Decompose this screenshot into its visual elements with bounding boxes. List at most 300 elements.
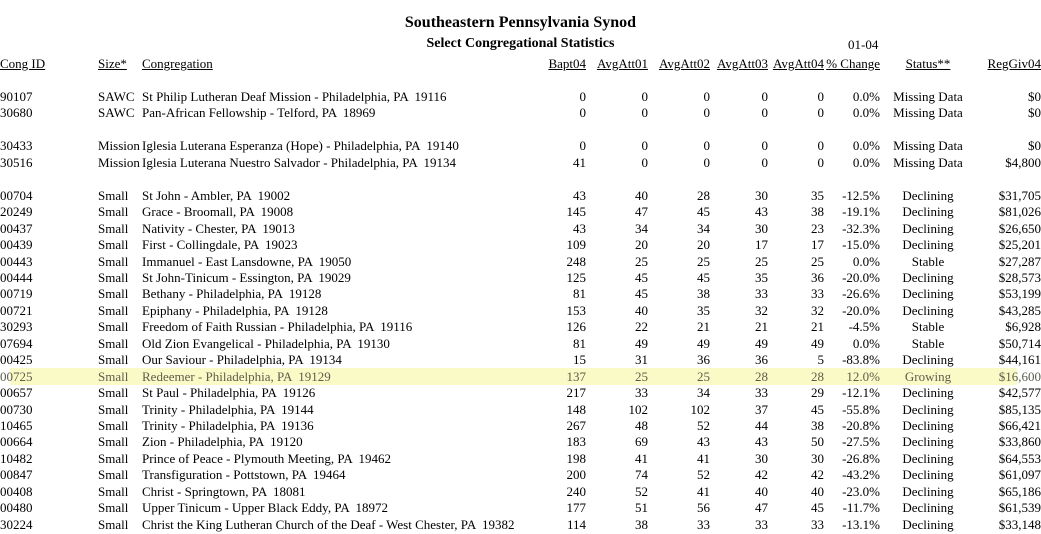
cell-avgatt02: 36 <box>697 352 710 368</box>
cell-avgatt04: 25 <box>811 253 824 269</box>
cell-avgatt03: 35 <box>755 269 768 285</box>
cell-cong-id: 00847 <box>0 467 33 483</box>
cell-avgatt03: 0 <box>761 154 768 170</box>
cell-size: Small <box>98 450 129 466</box>
col-header-cong-id: Cong ID <box>0 56 46 71</box>
cell-size: Small <box>98 302 129 318</box>
cell-congregation: St Philip Lutheran Deaf Mission - Philadelphia, PA 19116 <box>142 89 447 104</box>
cell-avgatt04: 40 <box>811 483 824 499</box>
cell-size: Small <box>98 253 129 269</box>
cell-status: Declining <box>902 450 954 466</box>
cell-cong-id: 30224 <box>0 516 33 532</box>
cell-congregation: Pan-African Fellowship - Telford, PA 18969 <box>142 105 376 121</box>
cell-reggiv04: $81,026 <box>998 204 1041 220</box>
cell-avgatt01: 51 <box>635 500 648 516</box>
cell-reggiv04: $0 <box>1028 138 1041 154</box>
table-row <box>0 517 1041 533</box>
cell-avgatt01: 34 <box>635 220 648 236</box>
cell-avgatt02: 38 <box>697 286 710 302</box>
cell-avgatt04: 36 <box>811 269 824 285</box>
cell-size: SAWC <box>98 89 135 104</box>
cell-reggiv04: $64,553 <box>998 450 1041 466</box>
cell-avgatt01: 38 <box>635 516 648 532</box>
cell-avgatt03: 33 <box>755 286 768 302</box>
cell-avgatt02: 102 <box>690 401 710 417</box>
cell-avgatt03: 43 <box>755 204 768 220</box>
cell-cong-id: 30293 <box>0 319 33 335</box>
cell-status: Declining <box>902 220 954 236</box>
table-row <box>0 237 1041 253</box>
cell-reggiv04: $4,800 <box>1005 154 1041 170</box>
cell-reggiv04: $0 <box>1028 89 1041 104</box>
cell-cong-id: 00439 <box>0 237 33 253</box>
cell-congregation: Iglesia Luterana Esperanza (Hope) - Philadelphia, PA 19140 <box>142 138 459 154</box>
cell-status: Declining <box>902 237 954 253</box>
cell-pct-change: -55.8% <box>842 401 880 417</box>
cell-bapt04: 267 <box>566 418 586 434</box>
cell-avgatt04: 5 <box>817 352 824 368</box>
cell-avgatt03: 42 <box>755 467 768 483</box>
cell-avgatt04: 17 <box>811 237 824 253</box>
cell-pct-change: -19.1% <box>842 204 880 220</box>
cell-avgatt01: 25 <box>635 253 648 269</box>
cell-bapt04: 15 <box>573 352 586 368</box>
cell-avgatt03: 49 <box>755 335 768 351</box>
cell-avgatt02: 45 <box>697 204 710 220</box>
cell-avgatt01: 25 <box>635 368 648 384</box>
cell-pct-change: -20.0% <box>842 269 880 285</box>
table-row <box>0 286 1041 302</box>
cell-avgatt01: 102 <box>628 401 648 417</box>
cell-size: Small <box>98 319 129 335</box>
cell-size: Small <box>98 500 129 516</box>
cell-status: Declining <box>902 204 954 220</box>
table-row <box>0 434 1041 450</box>
cell-avgatt02: 0 <box>703 154 710 170</box>
cell-size: Small <box>98 335 129 351</box>
cell-status: Missing Data <box>893 154 963 170</box>
cell-status: Declining <box>902 434 954 450</box>
cell-avgatt01: 31 <box>635 352 648 368</box>
table-row <box>0 319 1041 335</box>
cell-avgatt03: 37 <box>755 401 768 417</box>
cell-avgatt04: 33 <box>811 286 824 302</box>
cell-avgatt01: 0 <box>641 154 648 170</box>
cell-reggiv04: $66,421 <box>998 418 1041 434</box>
cell-reggiv04: $26,650 <box>998 220 1041 236</box>
col-header-bapt04: Bapt04 <box>548 56 586 71</box>
cell-congregation: Old Zion Evangelical - Philadelphia, PA 19130 <box>142 335 390 351</box>
cell-cong-id: 00408 <box>0 483 33 499</box>
table-row <box>0 418 1041 434</box>
cell-bapt04: 183 <box>566 434 586 450</box>
cell-cong-id: 10465 <box>0 418 33 434</box>
cell-size: Small <box>98 516 129 532</box>
cell-avgatt02: 21 <box>697 319 710 335</box>
cell-avgatt03: 43 <box>755 434 768 450</box>
cell-congregation: Epiphany - Philadelphia, PA 19128 <box>142 302 328 318</box>
cell-avgatt01: 47 <box>635 204 648 220</box>
cell-avgatt02: 33 <box>697 516 710 532</box>
cell-pct-change: 0.0% <box>852 89 880 104</box>
cell-congregation: Our Saviour - Philadelphia, PA 19134 <box>142 352 342 368</box>
cell-pct-change: -26.6% <box>842 286 880 302</box>
cell-pct-change: 0.0% <box>852 335 880 351</box>
table-row <box>0 221 1041 237</box>
table-row <box>0 138 1041 154</box>
cell-avgatt01: 45 <box>635 286 648 302</box>
cell-pct-change: -15.0% <box>842 237 880 253</box>
cell-avgatt03: 17 <box>755 237 768 253</box>
cell-size: Small <box>98 286 129 302</box>
cell-avgatt01: 0 <box>641 89 648 104</box>
cell-cong-id: 00425 <box>0 352 33 368</box>
cell-avgatt04: 45 <box>811 401 824 417</box>
cell-bapt04: 81 <box>573 335 586 351</box>
table-row <box>0 385 1041 401</box>
cell-avgatt01: 0 <box>641 105 648 121</box>
cell-pct-change: -27.5% <box>842 434 880 450</box>
table-row <box>0 402 1041 418</box>
cell-size: SAWC <box>98 105 135 121</box>
cell-reggiv04: $44,161 <box>998 352 1041 368</box>
table-row <box>0 155 1041 171</box>
cell-congregation: Transfiguration - Pottstown, PA 19464 <box>142 467 346 483</box>
cell-avgatt01: 52 <box>635 483 648 499</box>
col-header-congregation: Congregation <box>142 56 213 71</box>
cell-status: Stable <box>911 335 945 351</box>
cell-bapt04: 0 <box>579 105 586 121</box>
cell-status: Declining <box>902 401 954 417</box>
cell-bapt04: 198 <box>566 450 586 466</box>
cell-avgatt03: 44 <box>755 418 768 434</box>
cell-avgatt02: 0 <box>703 105 710 121</box>
cell-avgatt04: 42 <box>811 467 824 483</box>
cell-avgatt04: 0 <box>817 105 824 121</box>
cell-pct-change: -11.7% <box>842 500 880 516</box>
cell-avgatt02: 52 <box>697 467 710 483</box>
cell-bapt04: 153 <box>566 302 586 318</box>
cell-bapt04: 240 <box>566 483 586 499</box>
cell-avgatt03: 0 <box>761 89 768 104</box>
group-spacer <box>0 122 1041 138</box>
cell-reggiv04: $33,148 <box>998 516 1041 532</box>
cell-bapt04: 148 <box>566 401 586 417</box>
cell-cong-id: 00719 <box>0 286 33 302</box>
cell-reggiv04: $31,705 <box>998 187 1041 203</box>
cell-avgatt04: 38 <box>811 418 824 434</box>
cell-cong-id: 90107 <box>0 89 33 104</box>
report-subtitle: Select Congregational Statistics <box>426 36 615 51</box>
cell-congregation: Christ - Springtown, PA 18081 <box>142 483 306 499</box>
cell-reggiv04: $0 <box>1028 105 1041 121</box>
col-header-pct-change: % Change <box>826 56 880 71</box>
cell-pct-change: -26.8% <box>842 450 880 466</box>
cell-reggiv04: $50,714 <box>998 335 1041 351</box>
cell-cong-id: 00443 <box>0 253 33 269</box>
cell-avgatt03: 30 <box>755 187 768 203</box>
table-row <box>0 352 1041 368</box>
cell-pct-change: 0.0% <box>852 154 880 170</box>
cell-avgatt03: 0 <box>761 105 768 121</box>
cell-status: Declining <box>902 302 954 318</box>
cell-reggiv04: $16,600 <box>998 368 1041 384</box>
table-row <box>0 105 1041 121</box>
cell-avgatt03: 47 <box>755 500 768 516</box>
cell-size: Mission <box>98 138 140 154</box>
table-row <box>0 303 1041 319</box>
cell-avgatt01: 49 <box>635 335 648 351</box>
cell-size: Small <box>98 401 129 417</box>
cell-bapt04: 137 <box>566 368 586 384</box>
cell-size: Small <box>98 434 129 450</box>
cell-cong-id: 00730 <box>0 401 33 417</box>
cell-bapt04: 200 <box>566 467 586 483</box>
cell-avgatt04: 33 <box>811 516 824 532</box>
cell-reggiv04: $43,285 <box>998 302 1041 318</box>
table-row <box>0 467 1041 483</box>
cell-congregation: St John - Ambler, PA 19002 <box>142 187 291 203</box>
cell-cong-id: 00721 <box>0 302 33 318</box>
cell-size: Small <box>98 204 129 220</box>
cell-avgatt01: 40 <box>635 302 648 318</box>
cell-size: Small <box>98 368 129 384</box>
cell-bapt04: 109 <box>566 237 586 253</box>
cell-reggiv04: $6,928 <box>1005 319 1041 335</box>
cell-status: Stable <box>911 253 945 269</box>
cell-congregation: Freedom of Faith Russian - Philadelphia, PA 19116 <box>142 319 413 335</box>
cell-avgatt04: 30 <box>811 450 824 466</box>
col-header-status: Status** <box>905 56 951 71</box>
cell-congregation: Grace - Broomall, PA 19008 <box>142 204 294 220</box>
cell-congregation: Nativity - Chester, PA 19013 <box>142 220 295 236</box>
cell-reggiv04: $33,860 <box>998 434 1041 450</box>
cell-bapt04: 145 <box>566 204 586 220</box>
cell-status: Declining <box>902 418 954 434</box>
cell-bapt04: 43 <box>573 187 586 203</box>
table-row <box>0 188 1041 204</box>
cell-size: Small <box>98 237 129 253</box>
cell-avgatt04: 0 <box>817 154 824 170</box>
cell-reggiv04: $61,097 <box>998 467 1041 483</box>
cell-avgatt04: 28 <box>811 368 824 384</box>
cell-pct-change: -43.2% <box>842 467 880 483</box>
cell-size: Small <box>98 269 129 285</box>
statistics-table <box>0 56 1041 533</box>
table-row <box>0 369 1041 385</box>
cell-avgatt04: 50 <box>811 434 824 450</box>
cell-avgatt04: 38 <box>811 204 824 220</box>
cell-cong-id: 00444 <box>0 269 33 285</box>
cell-size: Small <box>98 220 129 236</box>
cell-cong-id: 00725 <box>0 368 33 384</box>
report-title: Southeastern Pennsylvania Synod <box>404 14 637 31</box>
cell-congregation: Christ the King Lutheran Church of the Deaf - West Chester, PA 19382 <box>142 516 515 532</box>
cell-status: Declining <box>902 286 954 302</box>
cell-cong-id: 07694 <box>0 335 33 351</box>
cell-cong-id: 00704 <box>0 187 33 203</box>
cell-status: Declining <box>902 269 954 285</box>
table-row <box>0 484 1041 500</box>
cell-avgatt01: 45 <box>635 269 648 285</box>
table-row <box>0 451 1041 467</box>
cell-cong-id: 30516 <box>0 154 33 170</box>
cell-status: Declining <box>902 187 954 203</box>
cell-congregation: Trinity - Philadelphia, PA 19144 <box>142 401 314 417</box>
cell-avgatt03: 33 <box>755 516 768 532</box>
cell-avgatt04: 23 <box>811 220 824 236</box>
cell-size: Small <box>98 385 129 401</box>
cell-avgatt01: 0 <box>641 138 648 154</box>
cell-bapt04: 126 <box>566 319 586 335</box>
cell-congregation: Upper Tinicum - Upper Black Eddy, PA 18972 <box>142 500 389 516</box>
cell-pct-change: -32.3% <box>842 220 880 236</box>
cell-status: Declining <box>902 500 954 516</box>
cell-status: Missing Data <box>893 89 963 104</box>
cell-avgatt03: 21 <box>755 319 768 335</box>
cell-bapt04: 248 <box>566 253 586 269</box>
cell-size: Small <box>98 418 129 434</box>
cell-status: Declining <box>902 516 954 532</box>
col-header-reggiv04: RegGiv04 <box>987 56 1041 71</box>
cell-status: Growing <box>904 368 952 384</box>
cell-avgatt03: 36 <box>755 352 768 368</box>
cell-status: Declining <box>902 467 954 483</box>
table-row <box>0 270 1041 286</box>
cell-cong-id: 30680 <box>0 105 33 121</box>
cell-avgatt04: 45 <box>811 500 824 516</box>
cell-status: Missing Data <box>893 138 963 154</box>
cell-size: Small <box>98 483 129 499</box>
cell-avgatt04: 35 <box>811 187 824 203</box>
cell-cong-id: 30433 <box>0 138 33 154</box>
cell-bapt04: 0 <box>579 138 586 154</box>
cell-status: Stable <box>911 319 945 335</box>
cell-pct-change: -83.8% <box>842 352 880 368</box>
cell-status: Declining <box>902 385 954 401</box>
cell-pct-change: 0.0% <box>852 138 880 154</box>
cell-bapt04: 125 <box>566 269 586 285</box>
cell-reggiv04: $85,135 <box>998 401 1041 417</box>
cell-bapt04: 43 <box>573 220 586 236</box>
cell-pct-change: -4.5% <box>848 319 880 335</box>
cell-cong-id: 00480 <box>0 500 33 516</box>
cell-reggiv04: $65,186 <box>998 483 1041 499</box>
cell-status: Missing Data <box>893 105 963 121</box>
cell-avgatt04: 49 <box>811 335 824 351</box>
cell-bapt04: 217 <box>566 385 586 401</box>
cell-congregation: Bethany - Philadelphia, PA 19128 <box>142 286 322 302</box>
cell-size: Small <box>98 187 129 203</box>
cell-status: Declining <box>902 352 954 368</box>
cell-avgatt04: 21 <box>811 319 824 335</box>
cell-reggiv04: $42,577 <box>998 385 1041 401</box>
cell-reggiv04: $61,539 <box>998 500 1041 516</box>
table-row <box>0 500 1041 516</box>
cell-reggiv04: $53,199 <box>998 286 1041 302</box>
cell-avgatt01: 40 <box>635 187 648 203</box>
cell-avgatt03: 0 <box>761 138 768 154</box>
cell-pct-change: 0.0% <box>852 253 880 269</box>
cell-avgatt01: 69 <box>635 434 648 450</box>
cell-congregation: Prince of Peace - Plymouth Meeting, PA 19462 <box>142 450 392 466</box>
col-header-avgatt03: AvgAtt03 <box>716 56 768 71</box>
cell-avgatt03: 32 <box>755 302 768 318</box>
cell-avgatt03: 30 <box>755 450 768 466</box>
col-header-avgatt01: AvgAtt01 <box>596 56 648 71</box>
table-body <box>0 89 1041 533</box>
cell-pct-change: -20.8% <box>842 418 880 434</box>
cell-bapt04: 41 <box>573 154 586 170</box>
cell-bapt04: 177 <box>566 500 586 516</box>
cell-avgatt02: 28 <box>697 187 710 203</box>
col-header-avgatt02: AvgAtt02 <box>658 56 710 71</box>
cell-avgatt02: 49 <box>697 335 710 351</box>
cell-avgatt02: 41 <box>697 483 710 499</box>
col-header-avgatt04: AvgAtt04 <box>772 56 824 71</box>
cell-pct-change: -12.5% <box>842 187 880 203</box>
cell-status: Declining <box>902 483 954 499</box>
cell-congregation: Zion - Philadelphia, PA 19120 <box>142 434 303 450</box>
cell-reggiv04: $28,573 <box>998 269 1041 285</box>
cell-pct-change: 12.0% <box>846 368 880 384</box>
cell-avgatt01: 22 <box>635 319 648 335</box>
cell-avgatt02: 52 <box>697 418 710 434</box>
cell-avgatt01: 33 <box>635 385 648 401</box>
cell-avgatt03: 33 <box>755 385 768 401</box>
cell-avgatt04: 0 <box>817 89 824 104</box>
cell-bapt04: 114 <box>566 516 586 532</box>
cell-avgatt04: 0 <box>817 138 824 154</box>
cell-bapt04: 81 <box>573 286 586 302</box>
cell-avgatt04: 29 <box>811 385 824 401</box>
cell-avgatt03: 40 <box>755 483 768 499</box>
cell-pct-change: -20.0% <box>842 302 880 318</box>
cell-cong-id: 10482 <box>0 450 33 466</box>
cell-avgatt03: 30 <box>755 220 768 236</box>
cell-avgatt02: 56 <box>697 500 710 516</box>
cell-size: Small <box>98 352 129 368</box>
cell-avgatt02: 34 <box>697 220 710 236</box>
cell-avgatt02: 34 <box>697 385 710 401</box>
cell-congregation: Redeemer - Philadelphia, PA 19129 <box>142 368 331 384</box>
cell-avgatt02: 25 <box>697 368 710 384</box>
cell-avgatt02: 45 <box>697 269 710 285</box>
report-period: 01-04 <box>848 37 879 52</box>
table-row <box>0 89 1041 105</box>
cell-bapt04: 0 <box>579 89 586 104</box>
cell-avgatt02: 25 <box>697 253 710 269</box>
cell-congregation: Trinity - Philadelphia, PA 19136 <box>142 418 314 434</box>
table-row <box>0 204 1041 220</box>
cell-pct-change: -23.0% <box>842 483 880 499</box>
cell-avgatt02: 0 <box>703 89 710 104</box>
cell-avgatt02: 43 <box>697 434 710 450</box>
cell-congregation: St Paul - Philadelphia, PA 19126 <box>142 385 316 401</box>
col-header-size: Size* <box>98 56 127 71</box>
cell-reggiv04: $27,287 <box>998 253 1041 269</box>
cell-avgatt04: 32 <box>811 302 824 318</box>
cell-avgatt02: 35 <box>697 302 710 318</box>
table-row <box>0 336 1041 352</box>
cell-size: Mission <box>98 154 140 170</box>
cell-avgatt02: 41 <box>697 450 710 466</box>
cell-congregation: Immanuel - East Lansdowne, PA 19050 <box>142 253 352 269</box>
cell-cong-id: 00657 <box>0 385 33 401</box>
cell-pct-change: 0.0% <box>852 105 880 121</box>
cell-pct-change: -12.1% <box>842 385 880 401</box>
table-row <box>0 254 1041 270</box>
